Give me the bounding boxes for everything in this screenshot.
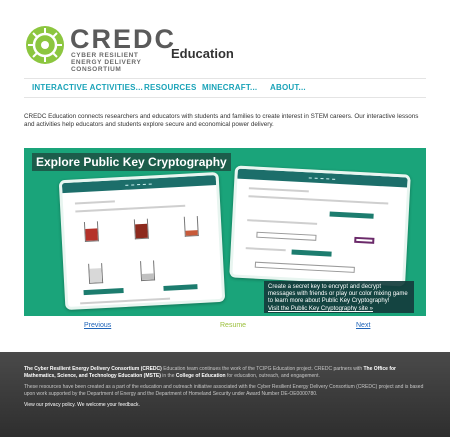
slide-caption-text: Create a secret key to encrypt and decrypt messages with friends or play our color mixing game to learn more about Public Key Cryptography! [268, 284, 408, 304]
slide-caption [264, 281, 414, 313]
footer-links [24, 402, 426, 409]
site-header [24, 24, 434, 72]
nav-item-minecraft[interactable]: MINECRAFT... [202, 83, 258, 92]
pkc-site-link[interactable]: Visit the Public Key Cryptography site » [268, 306, 373, 312]
brand-name[interactable]: CREDC [70, 24, 177, 54]
section-title: Education [171, 46, 234, 61]
intro-text: CREDC Education connects researchers and educators with students and families to create interest in STEM careers. Our interactive lessons and activities help educators and students explore secure and economical power delivery. [24, 113, 419, 128]
footer-org-name: The Cyber Resilient Energy Delivery Consortium [24, 366, 140, 372]
color-mixing-screenshot: ▬ ▬ ▬ ▬ ▬ [59, 172, 226, 310]
nav-item-interactive-activities[interactable]: INTERACTIVE ACTIVITIES... [32, 83, 143, 92]
previous-slide-link[interactable]: Previous [84, 322, 112, 329]
nav-item-resources[interactable]: RESOURCES [144, 83, 197, 92]
next-slide-link[interactable]: Next [356, 322, 371, 329]
footer-text-3: for education, outreach, and engagement. [225, 372, 320, 379]
footer-funding-text: These resources have been created as a part of the education and outreach initiative associated with the Cyber Resilient Energy Delivery Consortium (CREDC) project and is based upon work supported by the Department of Energy and the Department of Homeland Security under Award Number DE-OE0000780. [24, 384, 424, 397]
main-nav [24, 78, 426, 98]
footer-text-2: in the [160, 372, 176, 379]
encryption-screenshot: ▬ ▬ ▬ ▬ ▬ [229, 165, 411, 286]
mste-link[interactable]: The Office for Mathematics, Science, and Technology Education (MSTE) [24, 366, 396, 379]
credc-logo-icon[interactable] [24, 24, 66, 66]
nav-item-about[interactable]: ABOUT... [270, 83, 306, 92]
feedback-link[interactable]: We welcome your feedback. [75, 402, 140, 408]
resume-slideshow-link[interactable]: Resume [220, 322, 247, 329]
college-of-education-link[interactable]: College of Education [175, 372, 226, 379]
slide-title: Explore Public Key Cryptography [32, 153, 231, 171]
site-footer [0, 352, 450, 437]
footer-text-1: Education team continues the work of the TCIPG Education project. CREDC partners with [161, 366, 364, 372]
footer-partners-text [24, 366, 426, 379]
brand-subtitle: CYBER RESILIENT ENERGY DELIVERY CONSORTIUM [71, 52, 142, 73]
featured-slide[interactable] [24, 148, 426, 316]
privacy-policy-link[interactable]: View our privacy policy. [24, 402, 76, 408]
footer-org-abbr: (CREDC) [139, 366, 162, 372]
